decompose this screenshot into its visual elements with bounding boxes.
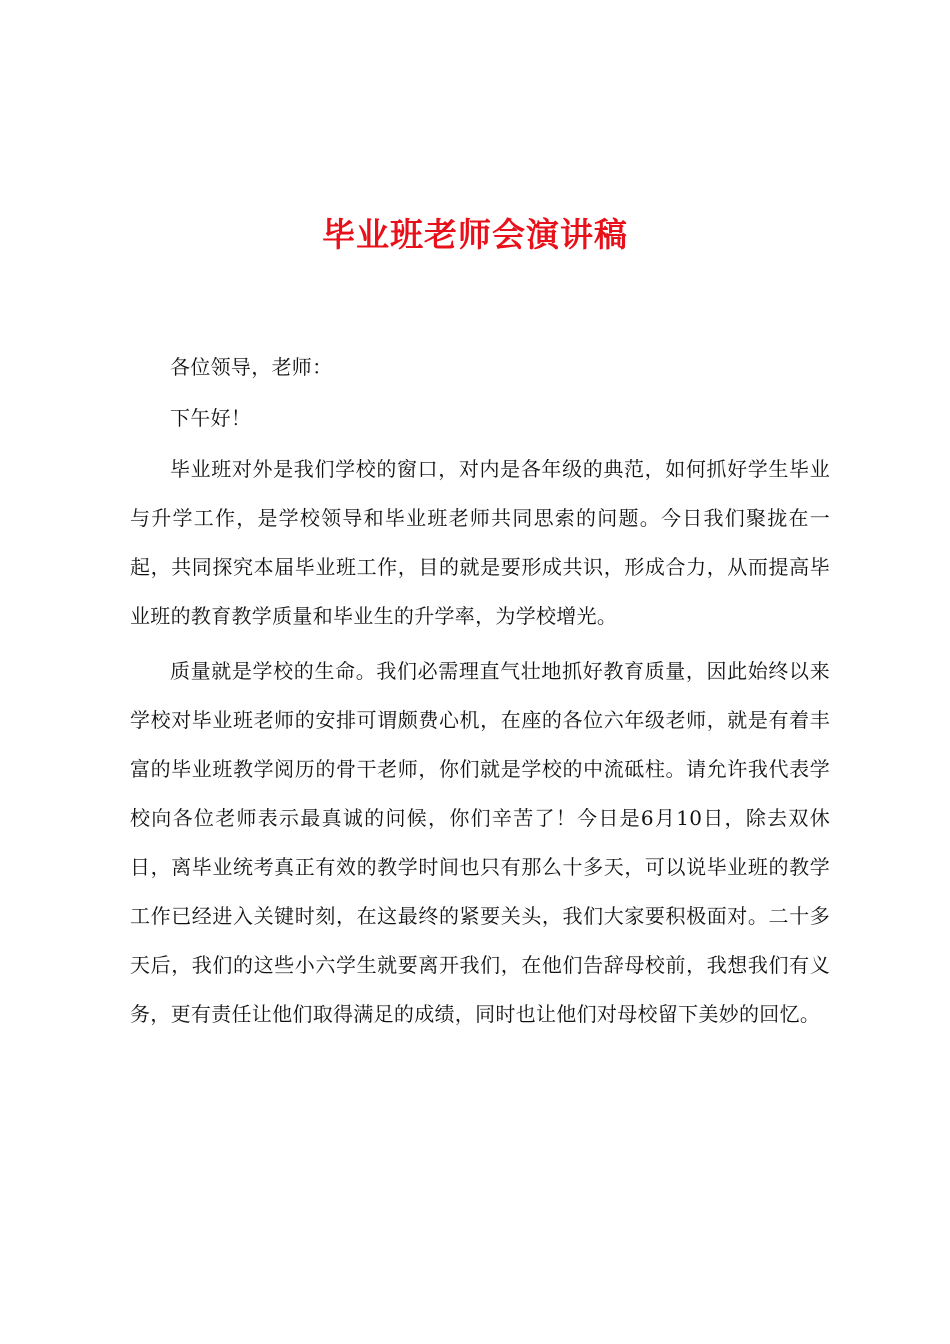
body-paragraph-1: 毕业班对外是我们学校的窗口，对内是各年级的典范，如何抓好学生毕业与升学工作，是学校领导和毕业班老师共同思索的问题。今日我们聚拢在一起，共同探究本届毕业班工作，目的就是要形成共识，形成合力，从而提高毕业班的教育教学质量和毕业生的升学率，为学校增光。 (130, 457, 830, 628)
body-paragraph-2: 质量就是学校的生命。我们必需理直气壮地抓好教育质量，因此始终以来学校对毕业班老师的安排可谓颇费心机，在座的各位六年级老师，就是有着丰富的毕业班教学阅历的骨干老师，你们就是学校的中流砥柱。请允许我代表学校向各位老师表示最真诚的问候，你们辛苦了！今日是6月10日，除去双休日，离毕业统考真正有效的教学时间也只有那么十多天，可以说毕业班的教学工作已经进入关键时刻，在这最终的紧要关头，我们大家要积极面对。二十多天后，我们的这些小六学生就要离开我们，在他们告辞母校前，我想我们有义务，更有责任让他们取得满足的成绩，同时也让他们对母校留下美妙的回忆。 (130, 659, 830, 1026)
greeting-paragraph: 下午好！ (170, 406, 252, 430)
speech-body (130, 343, 830, 1039)
salutation-paragraph: 各位领导，老师： (170, 355, 333, 379)
page-title: 毕业班老师会演讲稿 (322, 215, 628, 254)
